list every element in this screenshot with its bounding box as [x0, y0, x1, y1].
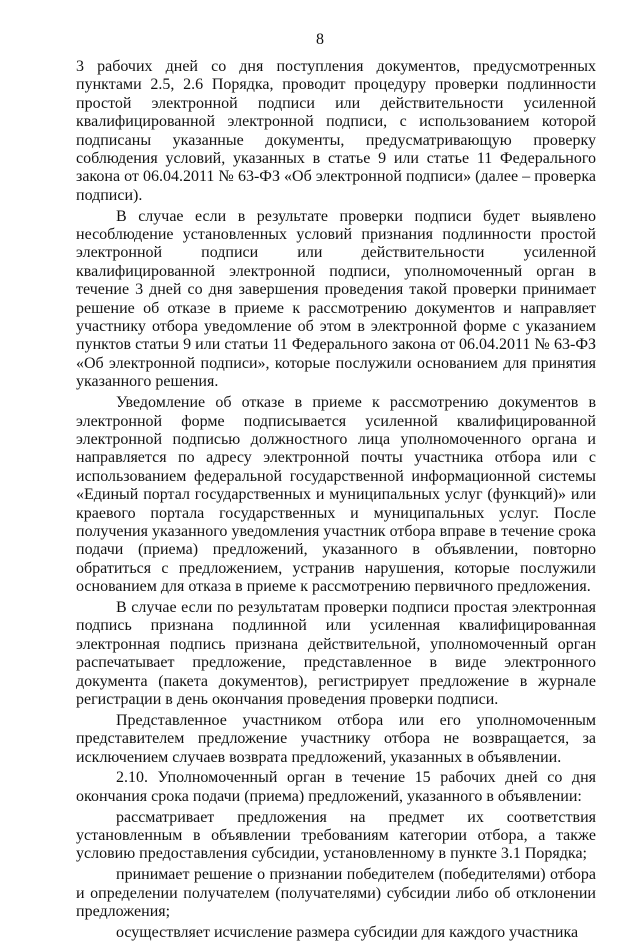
paragraph-review-proposals: рассматривает предложения на предмет их соответствия установленным в объявлении требованиям категории отбора, а также условию предоставления субсидии, установленному в пункте 3.1 Порядка;	[76, 808, 596, 863]
paragraph-signature-valid: В случае если по результатам проверки подписи простая электронная подпись признана подлинной или усиленная квалифицированная электронная подпись признана действительной, уполномоченный орган распечатывает предложение, представленное в виде электронного документа (пакета документов), регистрирует предложение в журнале регистрации в день окончания проведения проверки подписи.	[76, 598, 596, 708]
paragraph-no-return: Представленное участником отбора или его уполномоченным представителем предложение участнику отбора не возвращается, за исключением случаев возврата предложений, указанных в объявлении.	[76, 711, 596, 766]
page-number: 8	[316, 31, 324, 48]
document-body	[76, 58, 596, 945]
paragraph-signature-check-procedure: 3 рабочих дней со дня поступления документов, предусмотренных пунктами 2.5, 2.6 Порядка, проводит процедуру проверки подлинности простой электронной подписи или действительности усиленной квалифицированной электронной подписи, с использованием которой подписаны указанные документы, предусматривающую проверку соблюдения условий, указанных в статье 9 или статье 11 Федерального закона от 06.04.2011 № 63-ФЗ «Об электронной подписи» (далее – проверка подписи).	[76, 58, 596, 204]
paragraph-decision-winners: принимает решение о признании победителем (победителями) отбора и определении получателем (получателями) субсидии либо об отклонении предложения;	[76, 866, 596, 921]
paragraph-refusal-notice: Уведомление об отказе в приеме к рассмотрению документов в электронной форме подписывается усиленной квалифицированной электронной подписью должностного лица уполномоченного органа и направляется по адресу электронной почты участника отбора или с использованием федеральной государственной информационной системы «Единый портал государственных и муниципальных услуг (функций)» или краевого портала государственных и муниципальных услуг. После получения указанного уведомления участник отбора вправе в течение срока подачи (приема) предложений, указанного в объявлении, повторно обратиться с предложением, устранив нарушения, которые послужили основанием для отказа в приеме к рассмотрению первичного предложения.	[76, 394, 596, 596]
paragraph-signature-check-failure: В случае если в результате проверки подписи будет выявлено несоблюдение установленных условий признания подлинности простой электронной подписи или действительности усиленной квалифицированной электронной подписи, уполномоченный орган в течение 3 дней со дня завершения проведения такой проверки принимает решение об отказе в приеме к рассмотрению документов и направляет участнику отбора уведомление об этом в электронной форме с указанием пунктов статьи 9 или статьи 11 Федерального закона от 06.04.2011 № 63-ФЗ «Об электронной подписи», которые послужили основанием для принятия указанного решения.	[76, 207, 596, 391]
paragraph-subsidy-calculation: осуществляет исчисление размера субсидии для каждого участника	[116, 923, 579, 941]
paragraph-section-2-10: 2.10. Уполномоченный орган в течение 15 рабочих дней со дня окончания срока подачи (приема) предложений, указанного в объявлении:	[76, 769, 596, 805]
